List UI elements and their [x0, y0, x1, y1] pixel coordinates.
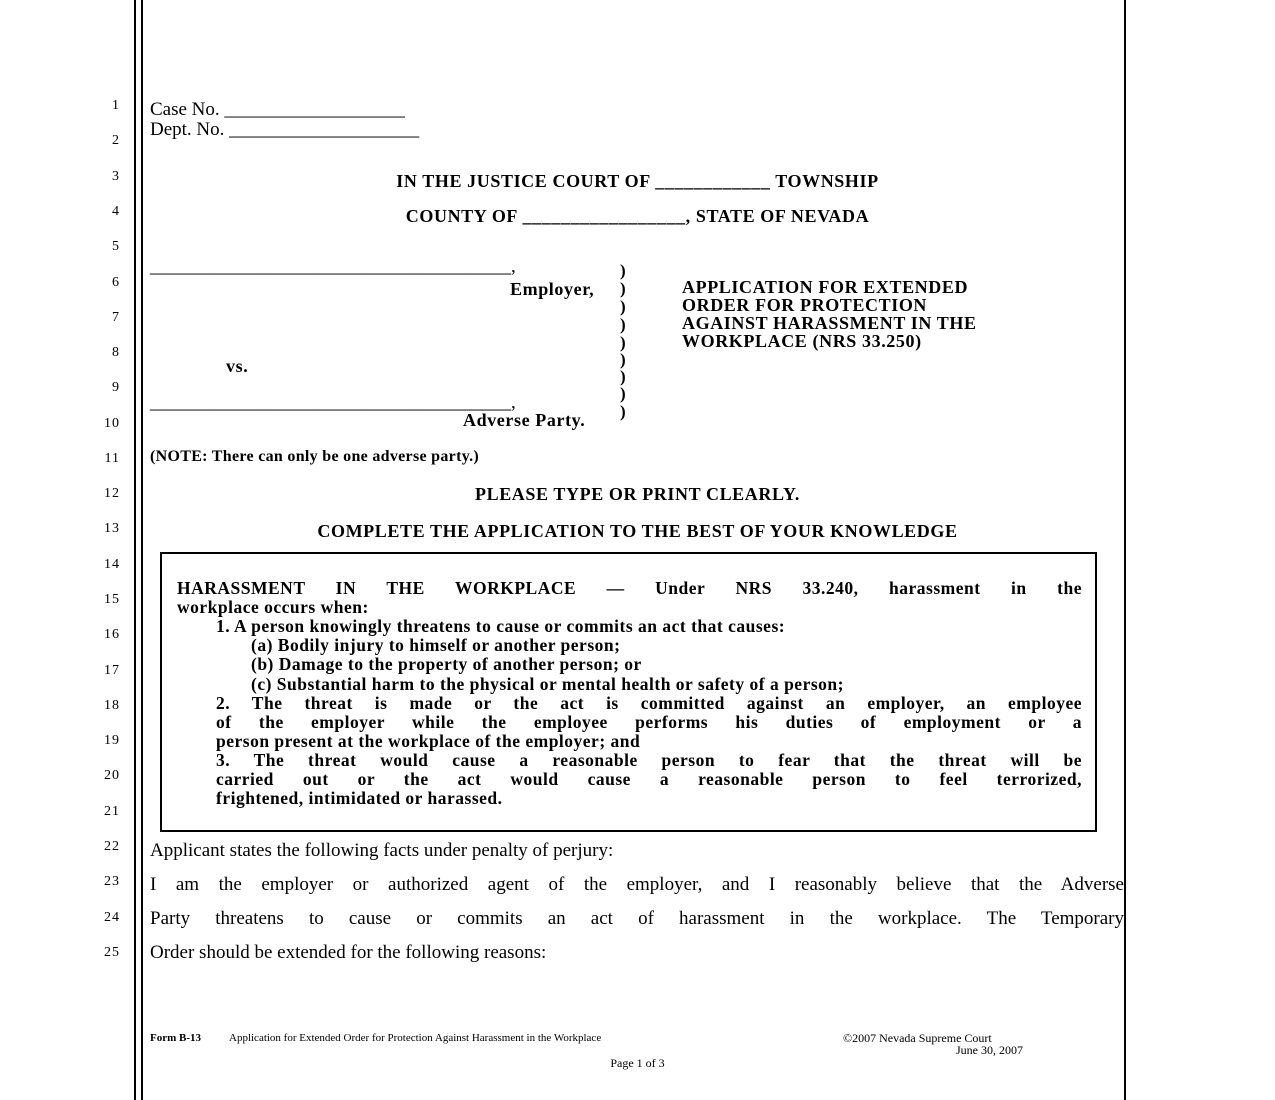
definition-item-2: 2. The threat is made or the act is committed against an employer, an employee — [216, 693, 1082, 713]
county-heading: COUNTY OF _________________, STATE OF NEVADA — [405, 206, 870, 226]
adverse-party-label: Adverse Party. — [463, 410, 586, 430]
line-number: 15 — [104, 592, 120, 607]
line-number: 21 — [104, 804, 120, 819]
definition-heading: HARASSMENT IN THE WORKPLACE — Under NRS 33.240, harassment in the — [177, 578, 1082, 598]
caption-paren: ) — [620, 350, 626, 369]
line-number: 2 — [112, 133, 120, 148]
caption-paren: ) — [620, 297, 626, 316]
caption-paren: ) — [620, 384, 626, 403]
line-number: 8 — [112, 345, 120, 360]
body-line-22: Applicant states the following facts under penalty of perjury: — [150, 840, 614, 861]
adverse-party-note: (NOTE: There can only be one adverse party.) — [150, 448, 480, 465]
definition-item-3: carried out or the act would cause a reasonable person to feel terrorized, — [216, 769, 1082, 789]
line-number: 11 — [104, 451, 120, 466]
definition-item-3: frightened, intimidated or harassed. — [216, 788, 503, 808]
line-number: 1 — [112, 98, 120, 113]
line-number: 20 — [104, 768, 120, 783]
page-number: Page 1 of 3 — [610, 1056, 665, 1070]
line-number: 12 — [104, 486, 120, 501]
left-margin-rule-inner — [141, 0, 143, 1100]
definition-item-2: person present at the workplace of the employer; and — [216, 731, 641, 751]
case-number-field[interactable]: Case No. ___________________ — [150, 99, 405, 120]
definition-item-2: of the employer while the employee performs his duties of employment or a — [216, 712, 1082, 732]
line-number: 4 — [112, 204, 120, 219]
line-number: 7 — [112, 310, 120, 325]
employer-name-field[interactable]: ______________________________________, — [150, 256, 516, 277]
complete-instruction: COMPLETE THE APPLICATION TO THE BEST OF YOUR KNOWLEDGE — [317, 521, 958, 541]
line-number: 14 — [104, 557, 120, 572]
line-number: 5 — [112, 239, 120, 254]
document-title-line: APPLICATION FOR EXTENDED — [682, 277, 969, 297]
caption-paren: ) — [620, 261, 626, 280]
definition-item-3: 3. The threat would cause a reasonable person to fear that the threat will be — [216, 750, 1082, 770]
vs-label: vs. — [226, 356, 249, 376]
line-number: 18 — [104, 698, 120, 713]
line-number: 3 — [112, 169, 120, 184]
caption-paren: ) — [620, 315, 626, 334]
employer-label: Employer, — [510, 279, 595, 299]
caption-paren: ) — [620, 333, 626, 352]
adverse-party-name-field[interactable]: ______________________________________, — [150, 392, 516, 413]
definition-item-1b: (b) Damage to the property of another person; or — [251, 654, 642, 674]
copyright: ©2007 Nevada Supreme Court — [843, 1031, 992, 1045]
definition-item-1: 1. A person knowingly threatens to cause or commits an act that causes: — [216, 616, 786, 636]
line-number: 19 — [104, 733, 120, 748]
right-margin-rule — [1124, 0, 1126, 1100]
line-number: 10 — [104, 416, 120, 431]
line-number: 6 — [112, 275, 120, 290]
caption-paren: ) — [620, 367, 626, 386]
court-heading: IN THE JUSTICE COURT OF ____________ TOWNSHIP — [396, 171, 879, 191]
definition-heading-cont: workplace occurs when: — [177, 597, 369, 617]
line-number: 13 — [104, 521, 120, 536]
dept-number-field[interactable]: Dept. No. ____________________ — [150, 119, 420, 140]
line-number: 17 — [104, 663, 120, 678]
definition-item-1c: (c) Substantial harm to the physical or mental health or safety of a person; — [251, 674, 844, 694]
type-print-instruction: PLEASE TYPE OR PRINT CLEARLY. — [475, 484, 800, 504]
revision-date: June 30, 2007 — [956, 1043, 1023, 1057]
form-id: Form B-13 — [150, 1032, 202, 1044]
caption-paren: ) — [620, 402, 626, 421]
form-title: Application for Extended Order for Protection Against Harassment in the Workplace — [229, 1032, 602, 1044]
body-line-25: Order should be extended for the following reasons: — [150, 942, 547, 963]
line-number: 25 — [104, 945, 120, 960]
line-number: 23 — [104, 874, 120, 889]
left-margin-rule-outer — [134, 0, 136, 1100]
definition-item-1a: (a) Bodily injury to himself or another person; — [251, 635, 621, 655]
document-title-line: WORKPLACE (NRS 33.250) — [682, 331, 922, 351]
body-line-23: I am the employer or authorized agent of the employer, and I reasonably believe that the Adverse — [150, 874, 1124, 895]
body-line-24: Party threatens to cause or commits an act of harassment in the workplace. The Temporary — [150, 908, 1124, 929]
line-number: 16 — [104, 627, 120, 642]
line-number: 22 — [104, 839, 120, 854]
line-number: 9 — [112, 380, 120, 395]
caption-paren: ) — [620, 279, 626, 298]
line-number: 24 — [104, 910, 120, 925]
document-title-line: AGAINST HARASSMENT IN THE — [682, 313, 977, 333]
document-title-line: ORDER FOR PROTECTION — [682, 295, 928, 315]
